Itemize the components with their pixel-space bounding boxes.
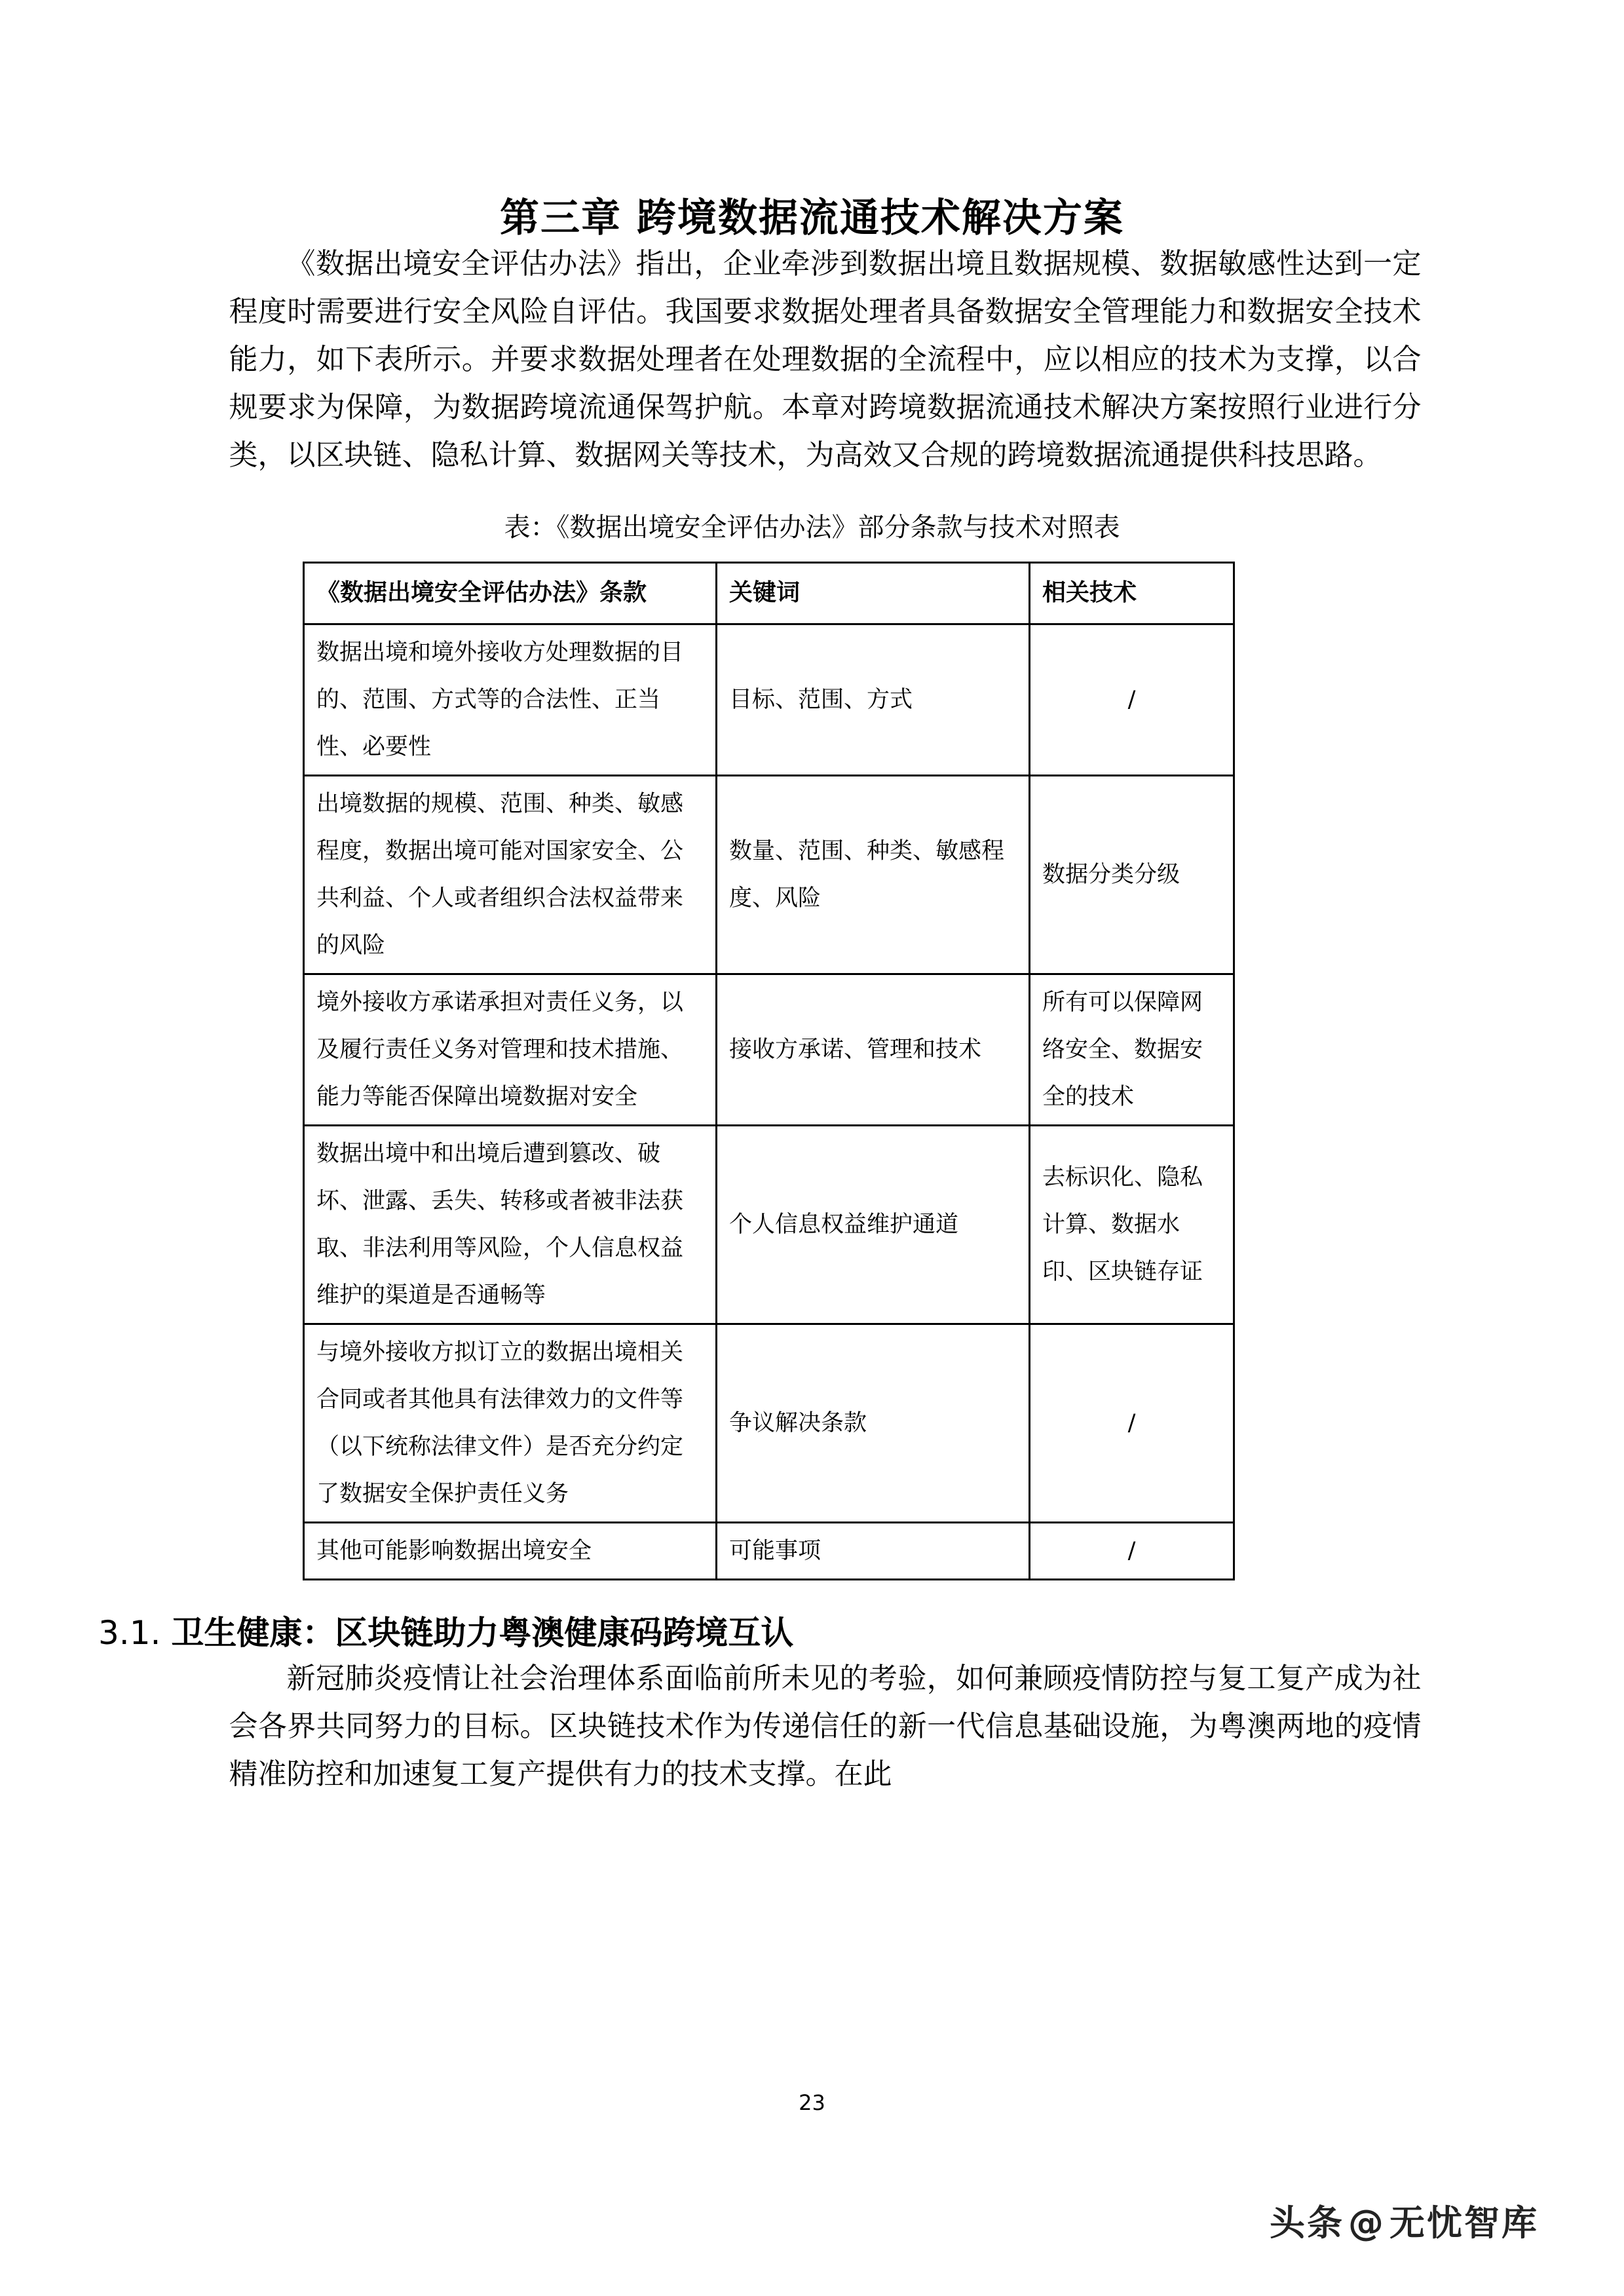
table-row	[304, 1125, 1234, 1324]
cell-clause: 数据出境和境外接收方处理数据的目的、范围、方式等的合法性、正当性、必要性	[304, 624, 717, 775]
cell-technology: 数据分类分级	[1030, 775, 1234, 974]
column-header-keyword: 关键词	[717, 563, 1030, 624]
table-row	[304, 1522, 1234, 1579]
cell-clause: 其他可能影响数据出境安全	[304, 1522, 717, 1579]
cell-technology: /	[1030, 1522, 1234, 1579]
cell-keyword: 可能事项	[717, 1522, 1030, 1579]
watermark-account: 无忧智库	[1389, 2202, 1539, 2244]
cell-keyword: 数量、范围、种类、敏感程度、风险	[717, 775, 1030, 974]
cell-technology: 去标识化、隐私计算、数据水印、区块链存证	[1030, 1125, 1234, 1324]
column-header-technology: 相关技术	[1030, 563, 1234, 624]
cell-clause: 境外接收方承诺承担对责任义务，以及履行责任义务对管理和技术措施、能力等能否保障出境数据对安全	[304, 974, 717, 1125]
cell-technology: /	[1030, 624, 1234, 775]
cell-keyword: 争议解决条款	[717, 1324, 1030, 1522]
watermark-at-symbol: @	[1348, 2202, 1386, 2244]
page-title: 第三章 跨境数据流通技术解决方案	[500, 195, 1124, 241]
intro-section	[203, 240, 1422, 479]
cell-keyword: 接收方承诺、管理和技术	[717, 974, 1030, 1125]
cell-keyword: 个人信息权益维护通道	[717, 1125, 1030, 1324]
table-row	[304, 775, 1234, 974]
page-number: 23	[799, 2090, 825, 2115]
section-title: 卫生健康：区块链助力粤澳健康码跨境互认	[171, 1613, 794, 1652]
watermark-brand: 头条	[1270, 2202, 1344, 2244]
intro-paragraph: 《数据出境安全评估办法》指出，企业牵涉到数据出境且数据规模、数据敏感性达到一定程度时需要进行安全风险自评估。我国要求数据处理者具备数据安全管理能力和数据安全技术能力，如下表所示。并要求数据处理者在处理数据的全流程中，应以相应的技术为支撑，以合规要求为保障，为数据跨境流通保驾护航。本章对跨境数据流通技术解决方案按照行业进行分类，以区块链、隐私计算、数据网关等技术，为高效又合规的跨境数据流通提供科技思路。	[229, 247, 1422, 472]
table-header-row	[304, 563, 1234, 624]
section-paragraph: 新冠肺炎疫情让社会治理体系面临前所未见的考验，如何兼顾疫情防控与复工复产成为社会各界共同努力的目标。区块链技术作为传递信任的新一代信息基础设施，为粤澳两地的疫情精准防控和加速复工复产提供有力的技术支撑。在此	[229, 1661, 1422, 1791]
table-row	[304, 624, 1234, 775]
table-header	[304, 563, 1234, 624]
table-row	[304, 1324, 1234, 1522]
table-body	[304, 624, 1234, 1579]
cell-clause: 数据出境中和出境后遭到篡改、破坏、泄露、丢失、转移或者被非法获取、非法利用等风险，个人信息权益维护的渠道是否通畅等	[304, 1125, 717, 1324]
spec-table	[303, 562, 1235, 1580]
column-header-clause: 《数据出境安全评估办法》条款	[304, 563, 717, 624]
section-heading	[0, 1580, 1624, 1655]
watermark	[1270, 2195, 1539, 2246]
spec-table-wrapper	[303, 562, 1233, 1580]
cell-technology: 所有可以保障网络安全、数据安全的技术	[1030, 974, 1234, 1125]
cell-keyword: 目标、范围、方式	[717, 624, 1030, 775]
section-number: 3.1.	[98, 1613, 161, 1652]
cell-technology: /	[1030, 1324, 1234, 1522]
cell-clause: 出境数据的规模、范围、种类、敏感程度，数据出境可能对国家安全、公共利益、个人或者组织合法权益带来的风险	[304, 775, 717, 974]
section-body-wrapper	[203, 1655, 1422, 1798]
table-row	[304, 974, 1234, 1125]
cell-clause: 与境外接收方拟订立的数据出境相关合同或者其他具有法律效力的文件等（以下统称法律文件）是否充分约定了数据安全保护责任义务	[304, 1324, 717, 1522]
table-caption: 表：《数据出境安全评估办法》部分条款与技术对照表	[504, 512, 1120, 543]
